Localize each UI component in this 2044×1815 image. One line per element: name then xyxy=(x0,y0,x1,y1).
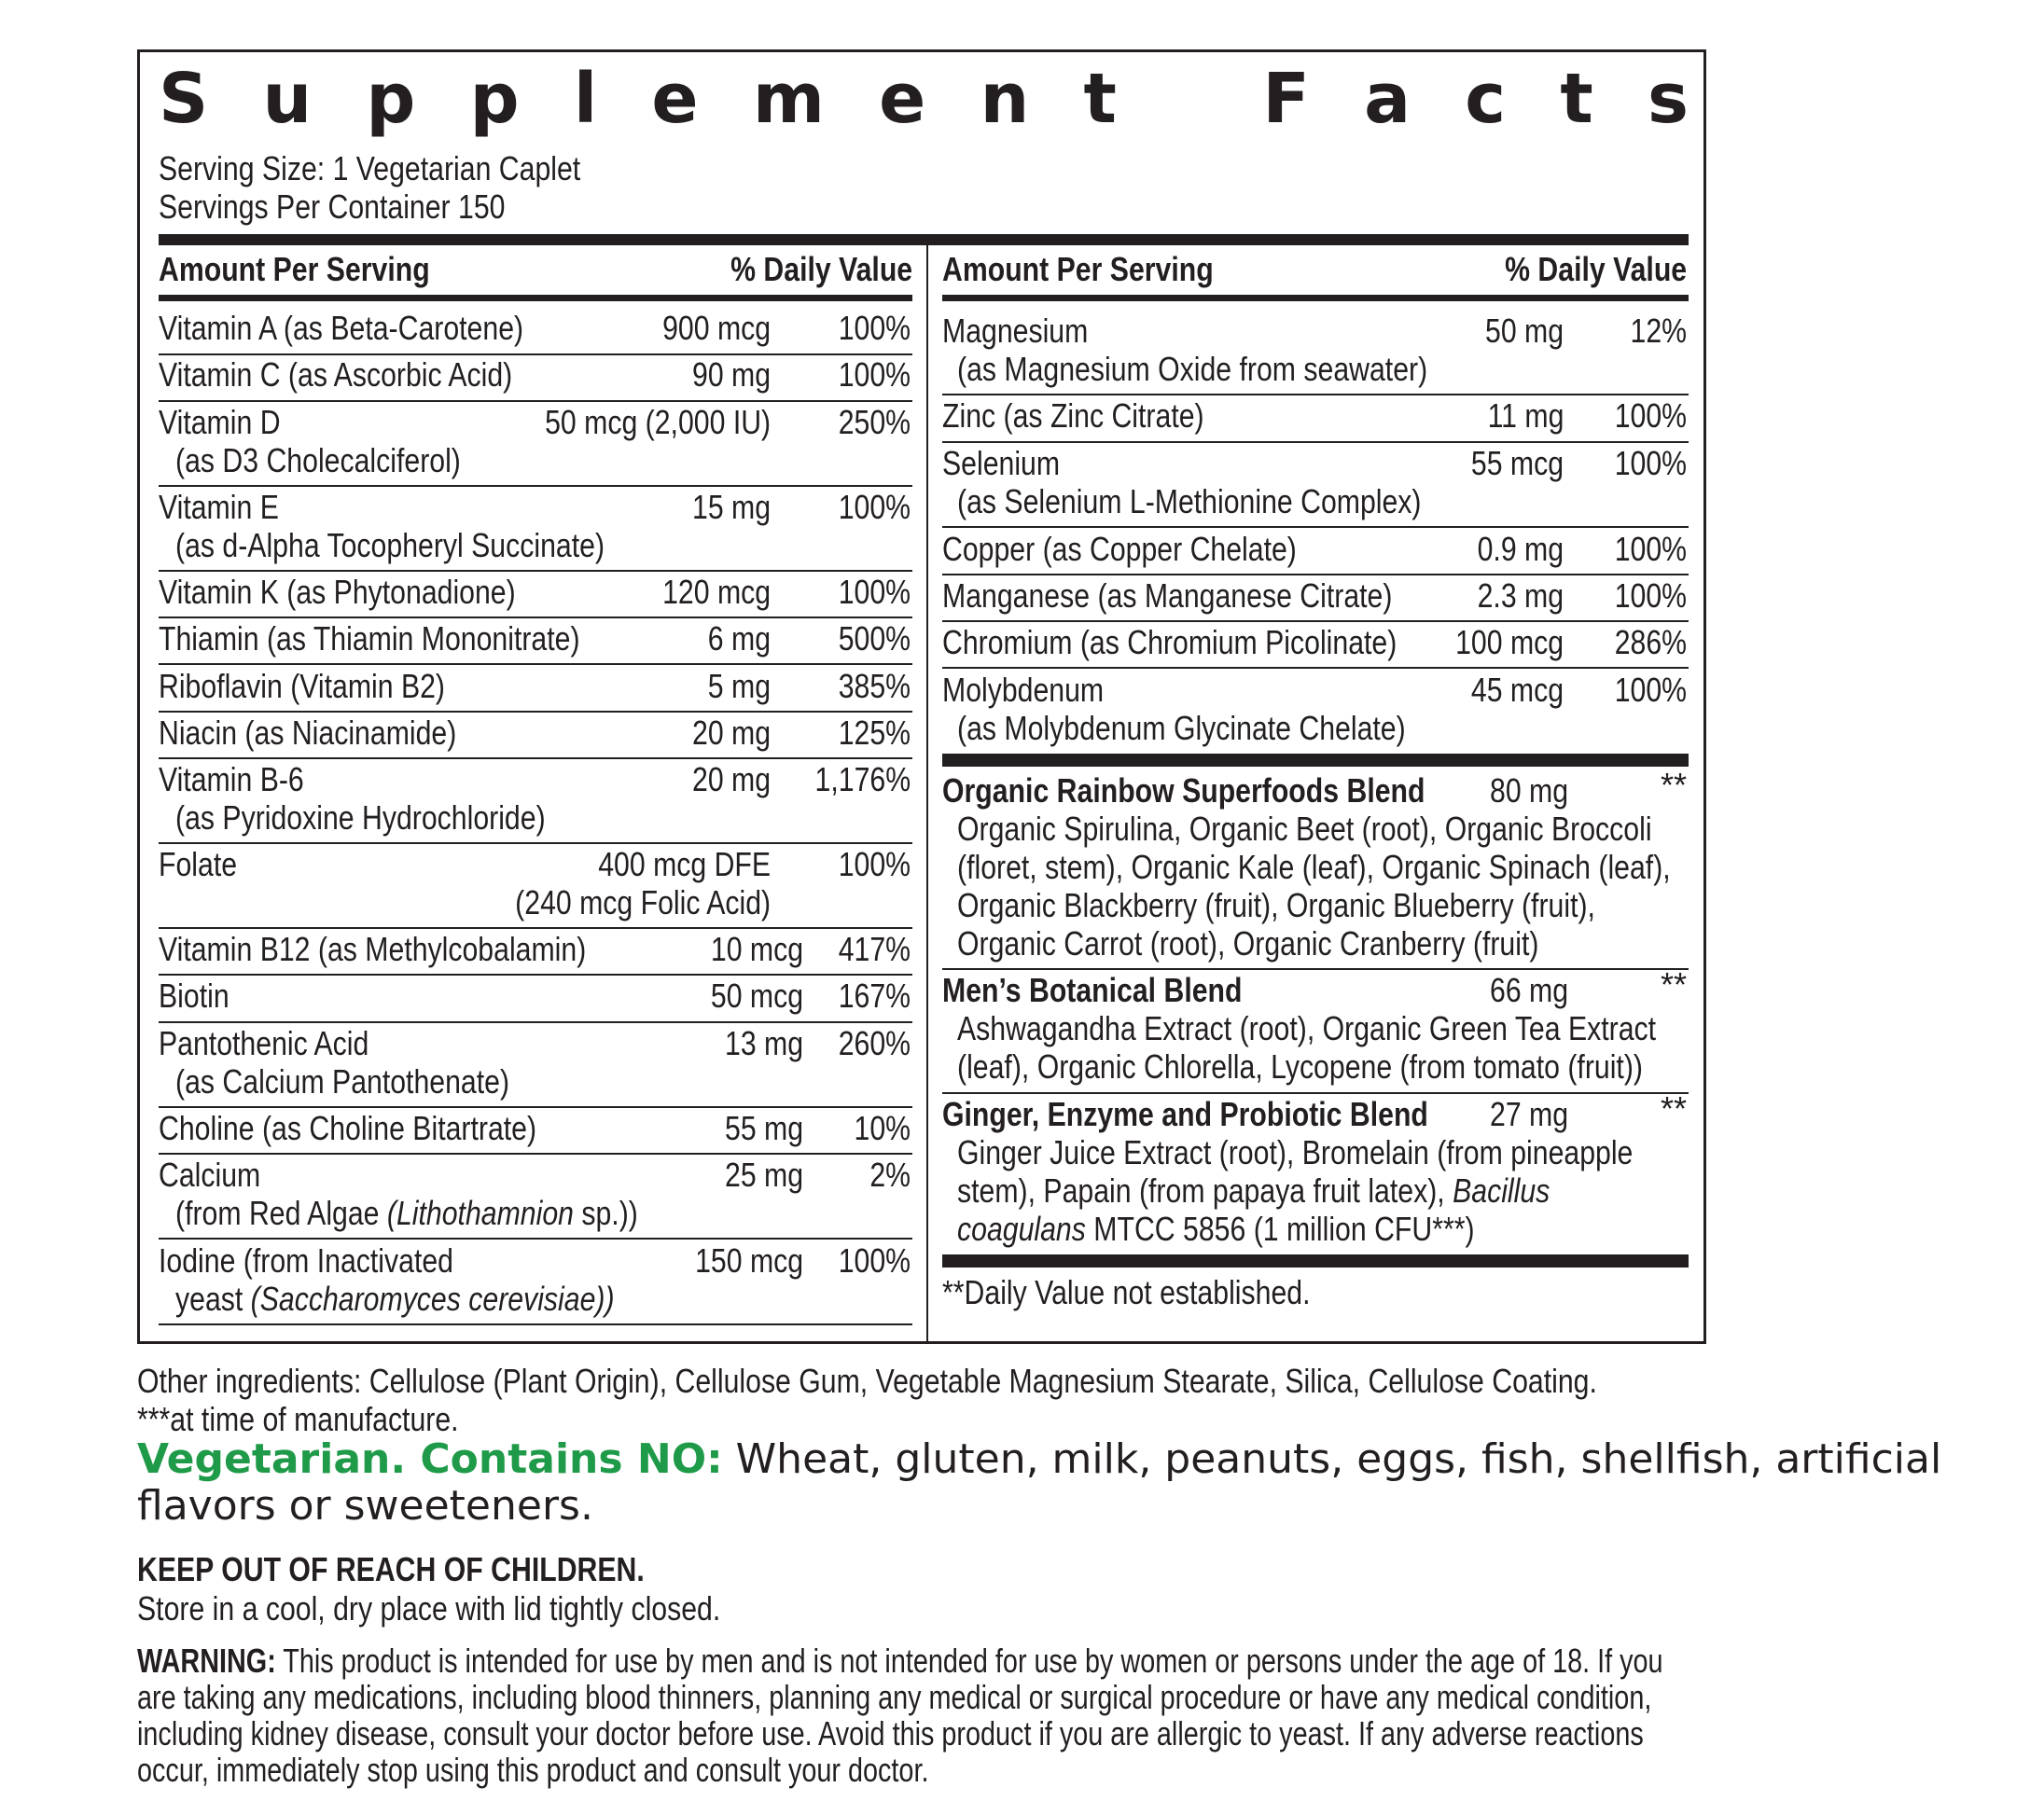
nutrient-dv: 417% xyxy=(838,930,911,968)
nutrient-source: (as Magnesium Oxide from seawater) xyxy=(957,350,1428,388)
nutrient-dv: 100% xyxy=(1614,444,1687,482)
nutrient-name: Thiamin (as Thiamin Mononitrate) xyxy=(159,619,580,658)
blend-dv: ** xyxy=(1660,965,1687,1004)
title-letter: t xyxy=(1083,59,1117,139)
blend-ingredients: stem), Papain (from papaya fruit latex), Bacillus xyxy=(957,1171,1550,1210)
nutrient-source: (as Molybdenum Glycinate Chelate) xyxy=(957,709,1406,747)
manufacture-note: ***at time of manufacture. xyxy=(137,1400,459,1438)
blend-name: Men’s Botanical Blend xyxy=(942,971,1243,1009)
nutrient-amount: 45 mcg xyxy=(1470,671,1564,709)
dv-footnote: **Daily Value not established. xyxy=(942,1273,1311,1311)
nutrient-name: Niacin (as Niacinamide) xyxy=(159,714,457,752)
blend-ingredients: Ginger Juice Extract (root), Bromelain (from pineapple xyxy=(957,1133,1634,1171)
vegetarian-line-1: Vegetarian. Contains NO: Wheat, gluten, milk, peanuts, eggs, fish, shellfish, artificial xyxy=(137,1435,1942,1483)
nutrient-source: (as Pyridoxine Hydrochloride) xyxy=(175,798,546,837)
nutrient-dv: 100% xyxy=(838,573,911,611)
left-header-amount: Amount Per Serving xyxy=(159,250,430,288)
nutrient-amount: 50 mcg (2,000 IU) xyxy=(544,403,771,441)
blend-amount: 66 mg xyxy=(1490,971,1569,1009)
row-rule xyxy=(942,968,1689,970)
right-header-amount: Amount Per Serving xyxy=(942,250,1214,288)
warning-line: including kidney disease, consult your doctor before use. Avoid this product if you are allergic to yeast. If any adverse reactions xyxy=(137,1714,1644,1753)
title-letter: s xyxy=(1647,59,1689,139)
nutrient-name: Manganese (as Manganese Citrate) xyxy=(942,576,1393,615)
header-rule xyxy=(942,295,1689,301)
title-letter: l xyxy=(573,59,598,139)
supplement-facts-panel xyxy=(137,49,1706,1344)
nutrient-dv: 385% xyxy=(838,667,911,705)
nutrient-source: (as Calcium Pantothenate) xyxy=(175,1062,510,1101)
title-letter: c xyxy=(1465,59,1507,139)
nutrient-source: (from Red Algae (Lithothamnion sp.)) xyxy=(175,1194,638,1232)
title-letter: m xyxy=(752,59,825,139)
nutrient-amount: 100 mcg xyxy=(1455,623,1564,661)
row-rule xyxy=(159,757,912,759)
nutrient-name: Vitamin B-6 xyxy=(159,760,304,798)
nutrient-source: (as D3 Cholecalciferol) xyxy=(175,441,461,479)
nutrient-dv: 10% xyxy=(854,1109,911,1147)
title-letter: F xyxy=(1262,59,1310,139)
nutrient-amount: 25 mg xyxy=(724,1156,803,1194)
row-rule xyxy=(942,620,1689,622)
nutrient-dv: 100% xyxy=(1614,396,1687,435)
blend-name: Organic Rainbow Superfoods Blend xyxy=(942,771,1425,810)
nutrient-dv: 100% xyxy=(838,309,911,347)
nutrient-dv: 250% xyxy=(838,403,911,441)
title-letter: a xyxy=(1364,59,1411,139)
vegetarian-label: Vegetarian. Contains NO: xyxy=(137,1435,723,1483)
nutrient-name: Pantothenic Acid xyxy=(159,1024,369,1062)
nutrient-name: Choline (as Choline Bitartrate) xyxy=(159,1109,537,1147)
nutrient-name: Vitamin B12 (as Methylcobalamin) xyxy=(159,930,587,968)
warning-line: are taking any medications, including blood thinners, planning any medical or surgical procedure or have any medical condition, xyxy=(137,1678,1652,1716)
nutrient-amount: 50 mg xyxy=(1484,312,1564,350)
title-letter: e xyxy=(651,59,699,139)
nutrient-dv: 100% xyxy=(838,355,911,394)
row-rule xyxy=(159,1238,912,1240)
nutrient-dv: 286% xyxy=(1614,623,1687,661)
blend-dv: ** xyxy=(1660,1089,1687,1128)
nutrient-name: Vitamin E xyxy=(159,488,279,526)
blend-amount: 27 mg xyxy=(1490,1095,1569,1133)
nutrient-dv: 260% xyxy=(838,1024,911,1062)
nutrient-name: Folate xyxy=(159,845,238,883)
nutrient-amount: 13 mg xyxy=(724,1024,803,1062)
nutrient-dv: 100% xyxy=(838,845,911,883)
blend-dv: ** xyxy=(1660,766,1687,804)
row-rule xyxy=(159,1021,912,1023)
blend-ingredients: Organic Carrot (root), Organic Cranberry (fruit) xyxy=(957,924,1539,963)
row-rule xyxy=(159,485,912,487)
nutrient-dv: 167% xyxy=(838,977,911,1015)
row-rule xyxy=(159,1323,912,1325)
thick-rule xyxy=(942,1254,1689,1268)
row-rule xyxy=(159,400,912,402)
nutrient-amount: 55 mcg xyxy=(1470,444,1564,482)
nutrient-amount: 6 mg xyxy=(707,619,771,658)
row-rule xyxy=(159,974,912,976)
nutrient-name: Riboflavin (Vitamin B2) xyxy=(159,667,446,705)
nutrient-name: Biotin xyxy=(159,977,229,1015)
other-ingredients: Other ingredients: Cellulose (Plant Origin), Cellulose Gum, Vegetable Magnesium Stearate, Silica, Cellulose Coating. xyxy=(137,1362,1597,1400)
nutrient-amount: 900 mcg xyxy=(662,309,771,347)
warning-line: occur, immediately stop using this product and consult your doctor. xyxy=(137,1751,929,1789)
column-divider xyxy=(926,245,928,1344)
row-rule xyxy=(159,1106,912,1108)
left-header-dv: % Daily Value xyxy=(730,250,912,288)
nutrient-amount: 20 mg xyxy=(691,760,771,798)
blend-ingredients: Organic Blackberry (fruit), Organic Blueberry (fruit), xyxy=(957,886,1595,924)
nutrient-amount: 11 mg xyxy=(1487,396,1564,435)
nutrient-source: yeast (Saccharomyces cerevisiae)) xyxy=(175,1280,615,1318)
row-rule xyxy=(942,667,1689,669)
header-rule xyxy=(159,295,912,301)
nutrient-dv: 100% xyxy=(1614,671,1687,709)
nutrient-amount: 2.3 mg xyxy=(1477,576,1564,615)
nutrient-dv: 1,176% xyxy=(814,760,911,798)
nutrient-amount: 400 mcg DFE xyxy=(598,845,771,883)
row-rule xyxy=(159,663,912,665)
nutrient-amount: 150 mcg xyxy=(695,1241,803,1280)
nutrient-dv: 500% xyxy=(838,619,911,658)
nutrient-amount: 10 mcg xyxy=(710,930,803,968)
nutrient-amount-note: (240 mcg Folic Acid) xyxy=(515,883,771,921)
blend-ingredients: Organic Spirulina, Organic Beet (root), Organic Broccoli xyxy=(957,810,1652,848)
nutrient-name: Calcium xyxy=(159,1156,261,1194)
row-rule xyxy=(159,570,912,572)
nutrient-name: Zinc (as Zinc Citrate) xyxy=(942,396,1204,435)
nutrient-name: Magnesium xyxy=(942,312,1089,350)
right-header-dv: % Daily Value xyxy=(1505,250,1687,288)
title-letter: p xyxy=(366,59,416,139)
keep-out-warning: KEEP OUT OF REACH OF CHILDREN. xyxy=(137,1550,645,1588)
nutrient-amount: 20 mg xyxy=(691,714,771,752)
title-letter: t xyxy=(1560,59,1593,139)
nutrient-name: Molybdenum xyxy=(942,671,1105,709)
nutrient-amount: 15 mg xyxy=(691,488,771,526)
nutrient-name: Selenium xyxy=(942,444,1061,482)
warning-line: WARNING: This product is intended for use by men and is not intended for use by women or persons under the age of 18. If you xyxy=(137,1642,1663,1680)
thick-rule xyxy=(942,754,1689,767)
serving-size: Serving Size: 1 Vegetarian Caplet xyxy=(159,149,581,187)
title-letter: n xyxy=(980,59,1030,139)
title-letter: u xyxy=(262,59,313,139)
nutrient-amount: 90 mg xyxy=(691,355,771,394)
blend-ingredients: Ashwagandha Extract (root), Organic Green Tea Extract xyxy=(957,1009,1657,1047)
nutrient-name: Copper (as Copper Chelate) xyxy=(942,530,1297,568)
nutrient-name: Chromium (as Chromium Picolinate) xyxy=(942,623,1397,661)
nutrient-amount: 120 mcg xyxy=(662,573,771,611)
nutrient-amount: 5 mg xyxy=(707,667,771,705)
vegetarian-statement xyxy=(137,1436,1941,1530)
nutrient-name: Vitamin D xyxy=(159,403,281,441)
nutrient-dv: 100% xyxy=(838,488,911,526)
nutrient-dv: 100% xyxy=(1614,576,1687,615)
servings-per-container: Servings Per Container 150 xyxy=(159,187,506,226)
blend-amount: 80 mg xyxy=(1490,771,1569,810)
row-rule xyxy=(159,842,912,844)
nutrient-name: Iodine (from Inactivated xyxy=(159,1241,454,1280)
thick-rule xyxy=(159,234,1689,245)
nutrient-source: (as d-Alpha Tocopheryl Succinate) xyxy=(175,526,605,564)
row-rule xyxy=(942,394,1689,395)
title-letter: S xyxy=(159,59,209,139)
vegetarian-line-2: flavors or sweeteners. xyxy=(137,1482,593,1530)
nutrient-name: Vitamin K (as Phytonadione) xyxy=(159,573,516,611)
nutrient-source: (as Selenium L-Methionine Complex) xyxy=(957,482,1422,520)
blend-ingredients: (floret, stem), Organic Kale (leaf), Organic Spinach (leaf), xyxy=(957,848,1671,886)
blend-ingredients: coagulans MTCC 5856 (1 million CFU***) xyxy=(957,1210,1475,1248)
row-rule xyxy=(942,574,1689,575)
nutrient-amount: 55 mg xyxy=(724,1109,803,1147)
nutrient-dv: 12% xyxy=(1630,312,1687,350)
row-rule xyxy=(159,711,912,713)
row-rule xyxy=(942,526,1689,528)
row-rule xyxy=(159,1153,912,1155)
storage-instructions: Store in a cool, dry place with lid tightly closed. xyxy=(137,1589,721,1628)
row-rule xyxy=(159,927,912,929)
nutrient-name: Vitamin A (as Beta-Carotene) xyxy=(159,309,524,347)
nutrient-dv: 2% xyxy=(869,1156,911,1194)
panel-title xyxy=(159,52,1689,145)
nutrient-dv: 100% xyxy=(1614,530,1687,568)
title-letter: p xyxy=(469,59,520,139)
row-rule xyxy=(942,441,1689,443)
blend-name: Ginger, Enzyme and Probiotic Blend xyxy=(942,1095,1428,1133)
nutrient-amount: 0.9 mg xyxy=(1477,530,1564,568)
nutrient-amount: 50 mcg xyxy=(710,977,803,1015)
nutrient-dv: 125% xyxy=(838,714,911,752)
row-rule xyxy=(942,1092,1689,1094)
nutrient-dv: 100% xyxy=(838,1241,911,1280)
title-letter: e xyxy=(879,59,926,139)
nutrient-name: Vitamin C (as Ascorbic Acid) xyxy=(159,355,513,394)
blend-ingredients: (leaf), Organic Chlorella, Lycopene (from tomato (fruit)) xyxy=(957,1047,1643,1086)
row-rule xyxy=(159,617,912,618)
